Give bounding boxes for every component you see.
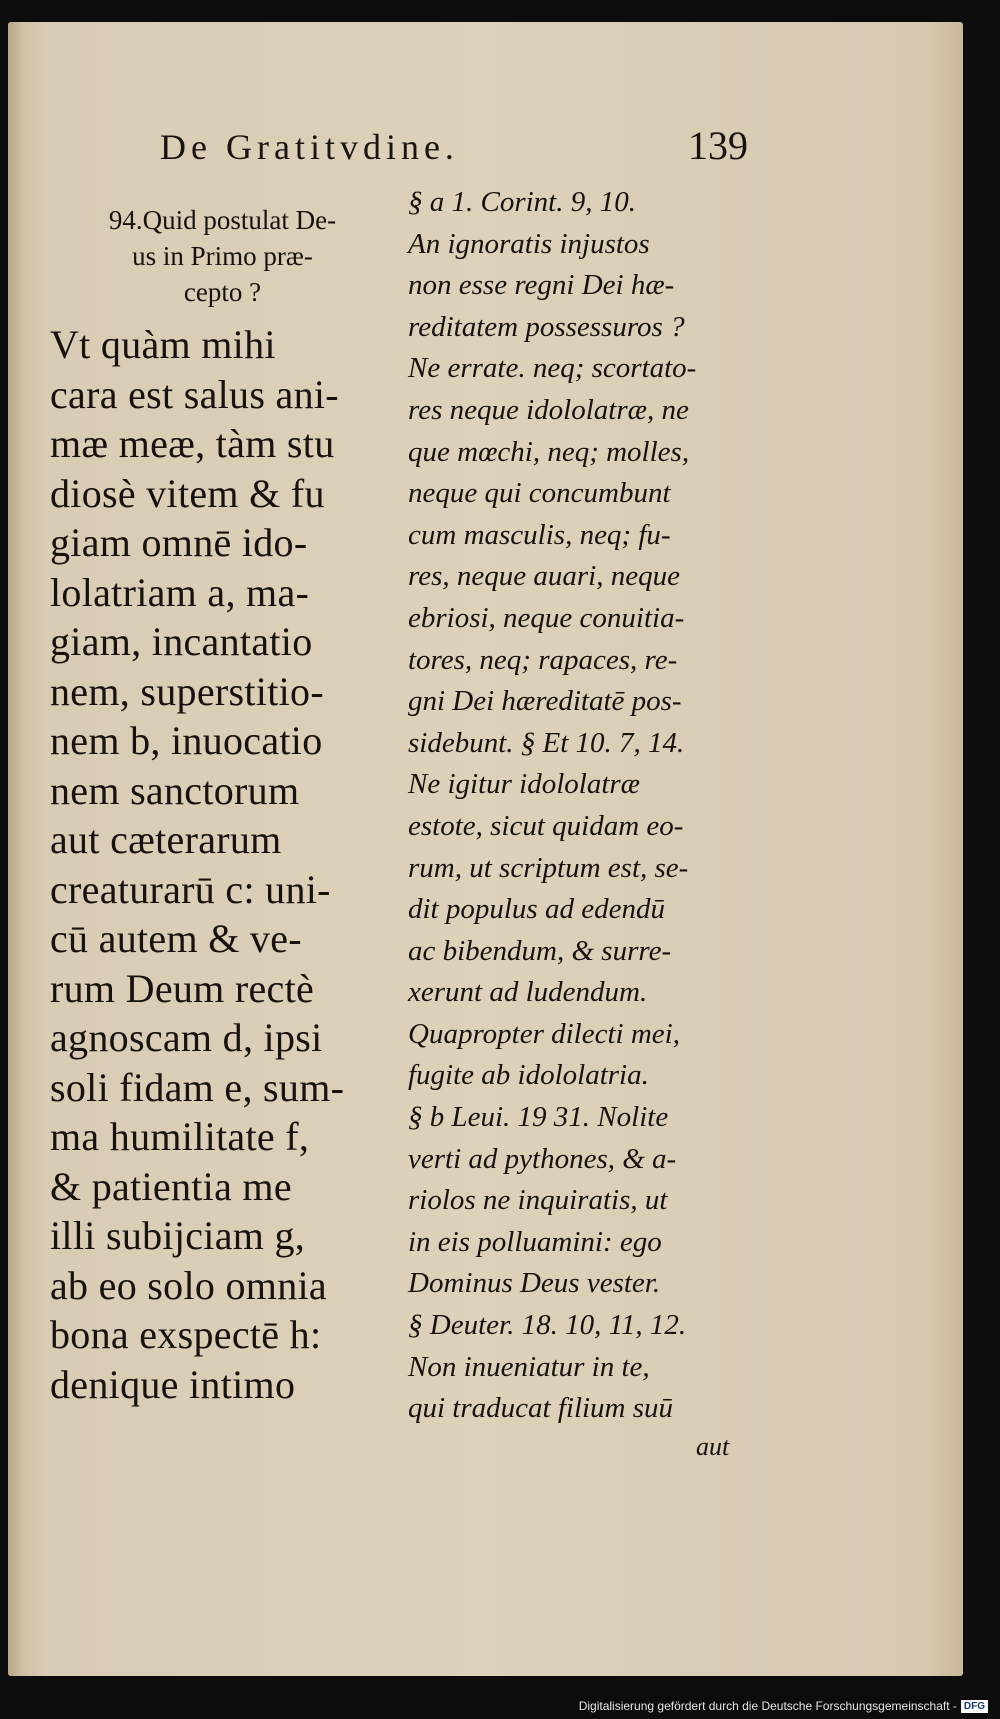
answer-line: nem, superstitio- — [50, 668, 324, 714]
answer-line: cara est salus ani- — [50, 371, 339, 417]
reference-line: Quapropter dilecti mei, — [408, 1017, 680, 1050]
reference-line: fugite ab idololatria. — [408, 1059, 649, 1092]
reference-line: estote, sicut quidam eo- — [408, 809, 684, 842]
reference-line: non esse regni Dei hæ- — [408, 269, 675, 302]
reference-line: dit populus ad edendū — [408, 893, 665, 926]
reference-line: Ne igitur idololatræ — [408, 768, 641, 801]
reference-line: § b Leui. 19 31. Nolite — [408, 1101, 669, 1134]
reference-line: gni Dei hæreditatē pos- — [408, 685, 682, 718]
reference-line: Non inueniatur in te, — [408, 1350, 650, 1383]
left-column — [50, 202, 395, 1409]
answer-line: denique intimo — [50, 1361, 296, 1407]
answer-line: Vt quàm mihi — [50, 322, 276, 367]
footer-text: Digitalisierung gefördert durch die Deutsche Forschungsgemeinschaft - — [578, 1699, 957, 1713]
reference-line: qui traducat filium suū — [408, 1392, 674, 1425]
answer-line: creaturarū c: uni- — [50, 866, 331, 912]
page-number: 139 — [688, 123, 748, 168]
reference-line: neque qui concumbunt — [408, 477, 671, 510]
reference-line: § a 1. Corint. 9, 10. — [408, 186, 636, 218]
answer-line: mæ meæ, tàm stu — [50, 421, 335, 466]
answer-line: lolatriam a, ma- — [50, 569, 310, 615]
answer-line: diosè vitem & fu — [50, 470, 325, 516]
reference-line: ebriosi, neque conuitia- — [408, 601, 685, 634]
question-heading — [50, 202, 395, 310]
running-title: De Gratitvdine. — [160, 127, 459, 167]
reference-line: in eis polluamini: ego — [408, 1225, 662, 1258]
reference-line: cum masculis, neq; fu- — [408, 518, 671, 551]
reference-line: res, neque auari, neque — [408, 560, 680, 593]
question-line: cepto ? — [183, 277, 262, 307]
reference-line: § Deuter. 18. 10, 11, 12. — [408, 1309, 687, 1342]
answer-line: nem sanctorum — [50, 767, 300, 813]
question-number: 94. — [108, 205, 143, 235]
reference-line: sidebunt. § Et 10. 7, 14. — [408, 726, 685, 759]
dfg-logo: DFG — [961, 1700, 988, 1713]
reference-line: verti ad pythones, & a- — [408, 1142, 677, 1175]
page-binding-shadow — [8, 22, 22, 1676]
digitization-footer — [579, 1699, 988, 1713]
reference-line: rum, ut scriptum est, se- — [408, 851, 689, 884]
right-column-references — [408, 182, 753, 1430]
answer-line: bona exspectē h: — [50, 1312, 322, 1357]
reference-line: reditatem possessuros ? — [408, 310, 685, 343]
reference-line: que mœchi, neq; molles, — [408, 435, 690, 468]
reference-line: Ne errate. neq; scortato- — [408, 352, 697, 385]
reference-line: Dominus Deus vester. — [408, 1267, 661, 1300]
reference-line: ac bibendum, & surre- — [408, 934, 672, 967]
reference-line: res neque idololatræ, ne — [408, 393, 689, 426]
reference-line: An ignoratis injustos — [408, 227, 650, 260]
question-line: us in Primo præ- — [132, 241, 313, 271]
reference-line: riolos ne inquiratis, ut — [408, 1184, 668, 1217]
answer-line: nem b, inuocatio — [50, 718, 323, 763]
answer-line: giam, incantatio — [50, 619, 313, 664]
answer-line: rum Deum rectè — [50, 965, 315, 1011]
answer-line: cū autem & ve- — [50, 916, 302, 961]
answer-line: soli fidam e, sum- — [50, 1064, 345, 1110]
answer-line: & patientia me — [50, 1163, 292, 1209]
answer-line: ma humilitate f, — [50, 1114, 310, 1159]
answer-line: aut cæterarum — [50, 817, 282, 862]
question-text: Quid postulat De- — [142, 205, 337, 235]
answer-line: illi subijciam g, — [50, 1213, 306, 1258]
answer-line: agnoscam d, ipsi — [50, 1015, 323, 1060]
question-line — [50, 202, 395, 238]
answer-text — [50, 320, 395, 1409]
reference-line: tores, neq; rapaces, re- — [408, 643, 678, 676]
answer-line: giam omnē ido- — [50, 520, 308, 565]
reference-line: xerunt ad ludendum. — [408, 976, 648, 1009]
book-page — [8, 22, 963, 1676]
answer-line: ab eo solo omnia — [50, 1262, 327, 1308]
catchword: aut — [696, 1432, 730, 1461]
